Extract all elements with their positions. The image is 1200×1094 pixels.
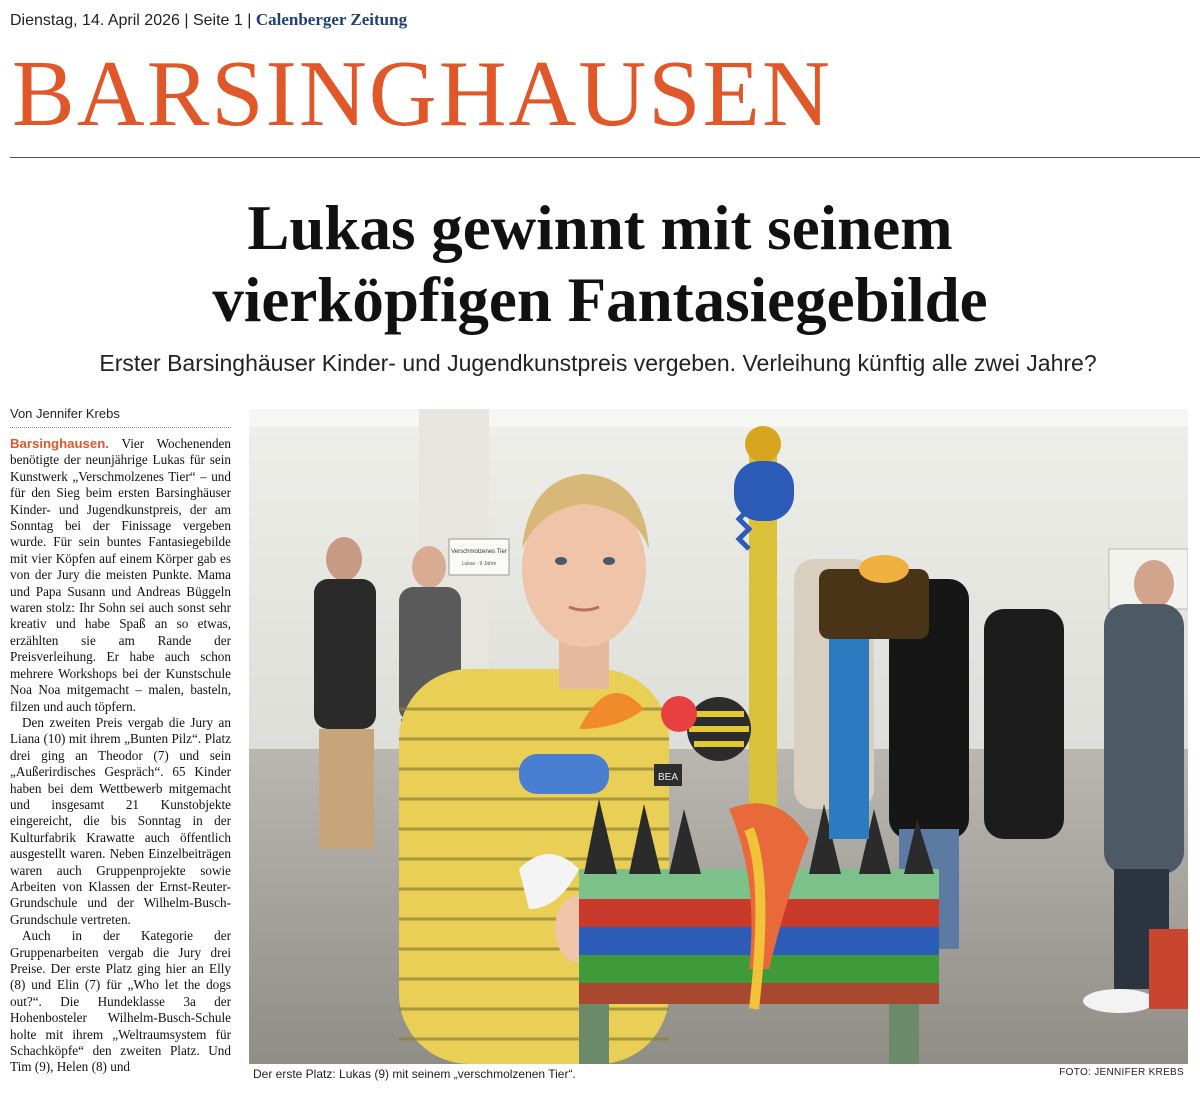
article-photo — [249, 409, 1188, 1064]
article-body-column — [10, 436, 231, 1094]
separator: | — [184, 12, 193, 29]
section-divider — [10, 157, 1200, 158]
body-paragraph: Den zweiten Preis vergab die Jury an Liana (10) mit ihrem „Bunten Pilz“. Platz drei ging an Theodor (7) und sein „Außerirdisches Gespräch“. 65 Kinder haben bei dem Wettbewerb mitgemacht und insgesamt 21 Kunstobjekte eingereicht, die bis Sonntag in der Kulturfabrik Krawatte auch öffentlich ausgestellt waren. Neben Einzelbeiträgen waren auch Gruppenprojekte sowie Arbeiten von Klassen der Ernst-Reuter-Grundschule und der Wilhelm-Busch-Grundschule vertreten. — [10, 714, 231, 927]
ceiling — [249, 409, 1188, 427]
article-byline: Von Jennifer Krebs — [10, 406, 231, 428]
sign-title: Verschmolzenes Tier — [451, 549, 507, 555]
sculpture-leg-tube — [829, 639, 869, 839]
page-header-line — [10, 10, 407, 32]
article-dateline: Barsinghausen. — [10, 436, 109, 451]
body-paragraph — [10, 436, 231, 715]
page-number: Seite 1 — [192, 12, 243, 29]
shirt-label: BEA — [657, 772, 679, 783]
section-title: BARSINGHAUSEN — [12, 42, 832, 146]
headline-line-2: vierköpfigen Fantasiegebilde — [212, 265, 988, 335]
body-paragraph: Auch in der Kategorie der Gruppenarbeiten vergab die Jury drei Preise. Der erste Platz ging hier an Elly (8) und Elin (7) für „Who let the dogs out?“. Die Hundeklasse 3a der Hohenbosteler Wilhelm-Busch-Schule holte mit ihrem „Weltraumsystem für Schachköpfe“ den zweiten Platz. Und Tim (9), Helen (8) und — [10, 928, 231, 1075]
photo-credit: FOTO: JENNIFER KREBS — [1059, 1067, 1184, 1078]
photo-illustration — [249, 409, 1188, 1064]
photo-caption: Der erste Platz: Lukas (9) mit seinem „verschmolzenen Tier“. — [253, 1067, 576, 1081]
article-subheadline: Erster Barsinghäuser Kinder- und Jugendkunstpreis vergeben. Verleihung künftig alle zwei Jahre? — [99, 350, 1097, 376]
sign-author: Lukas · 9 Jahre — [461, 561, 497, 567]
info-sign — [449, 539, 509, 575]
article-headline — [0, 192, 1200, 336]
publication-name: Calenberger Zeitung — [255, 10, 408, 29]
sculpture-blue-cup — [519, 754, 609, 794]
photo-caption-bar — [249, 1067, 1188, 1085]
paragraph-1-text: Vier Wochenenden benötigte der neunjährige Lukas für sein Kunstwerk „Verschmolzenes Tier“ – und für den Sieg beim ersten Barsinghäuser Kinder- und Jugendkunstpreis, der am Sonntag bei der Finissage vergeben wurde. Für sein buntes Fantasiegebilde mit vier Köpfen auf einem Körper gab es von der Jury die meisten Punkte. Mama und Papa Susann und Andreas Büggeln waren stolz: Ihr Sohn sei auch sonst sehr kreativ und habe Spaß an so etwas, erzählten sie am Rande der Preisverleihung. Er habe auch schon mehrere Workshops bei der Kunstschule Noa Noa mitgemacht – malen, basteln, filzen und auch töpfern. — [10, 436, 231, 714]
separator: | — [247, 12, 256, 29]
issue-date: Dienstag, 14. April 2026 — [10, 12, 180, 29]
headline-line-1: Lukas gewinnt mit seinem — [247, 193, 953, 263]
sculpture-head-top — [745, 426, 781, 462]
